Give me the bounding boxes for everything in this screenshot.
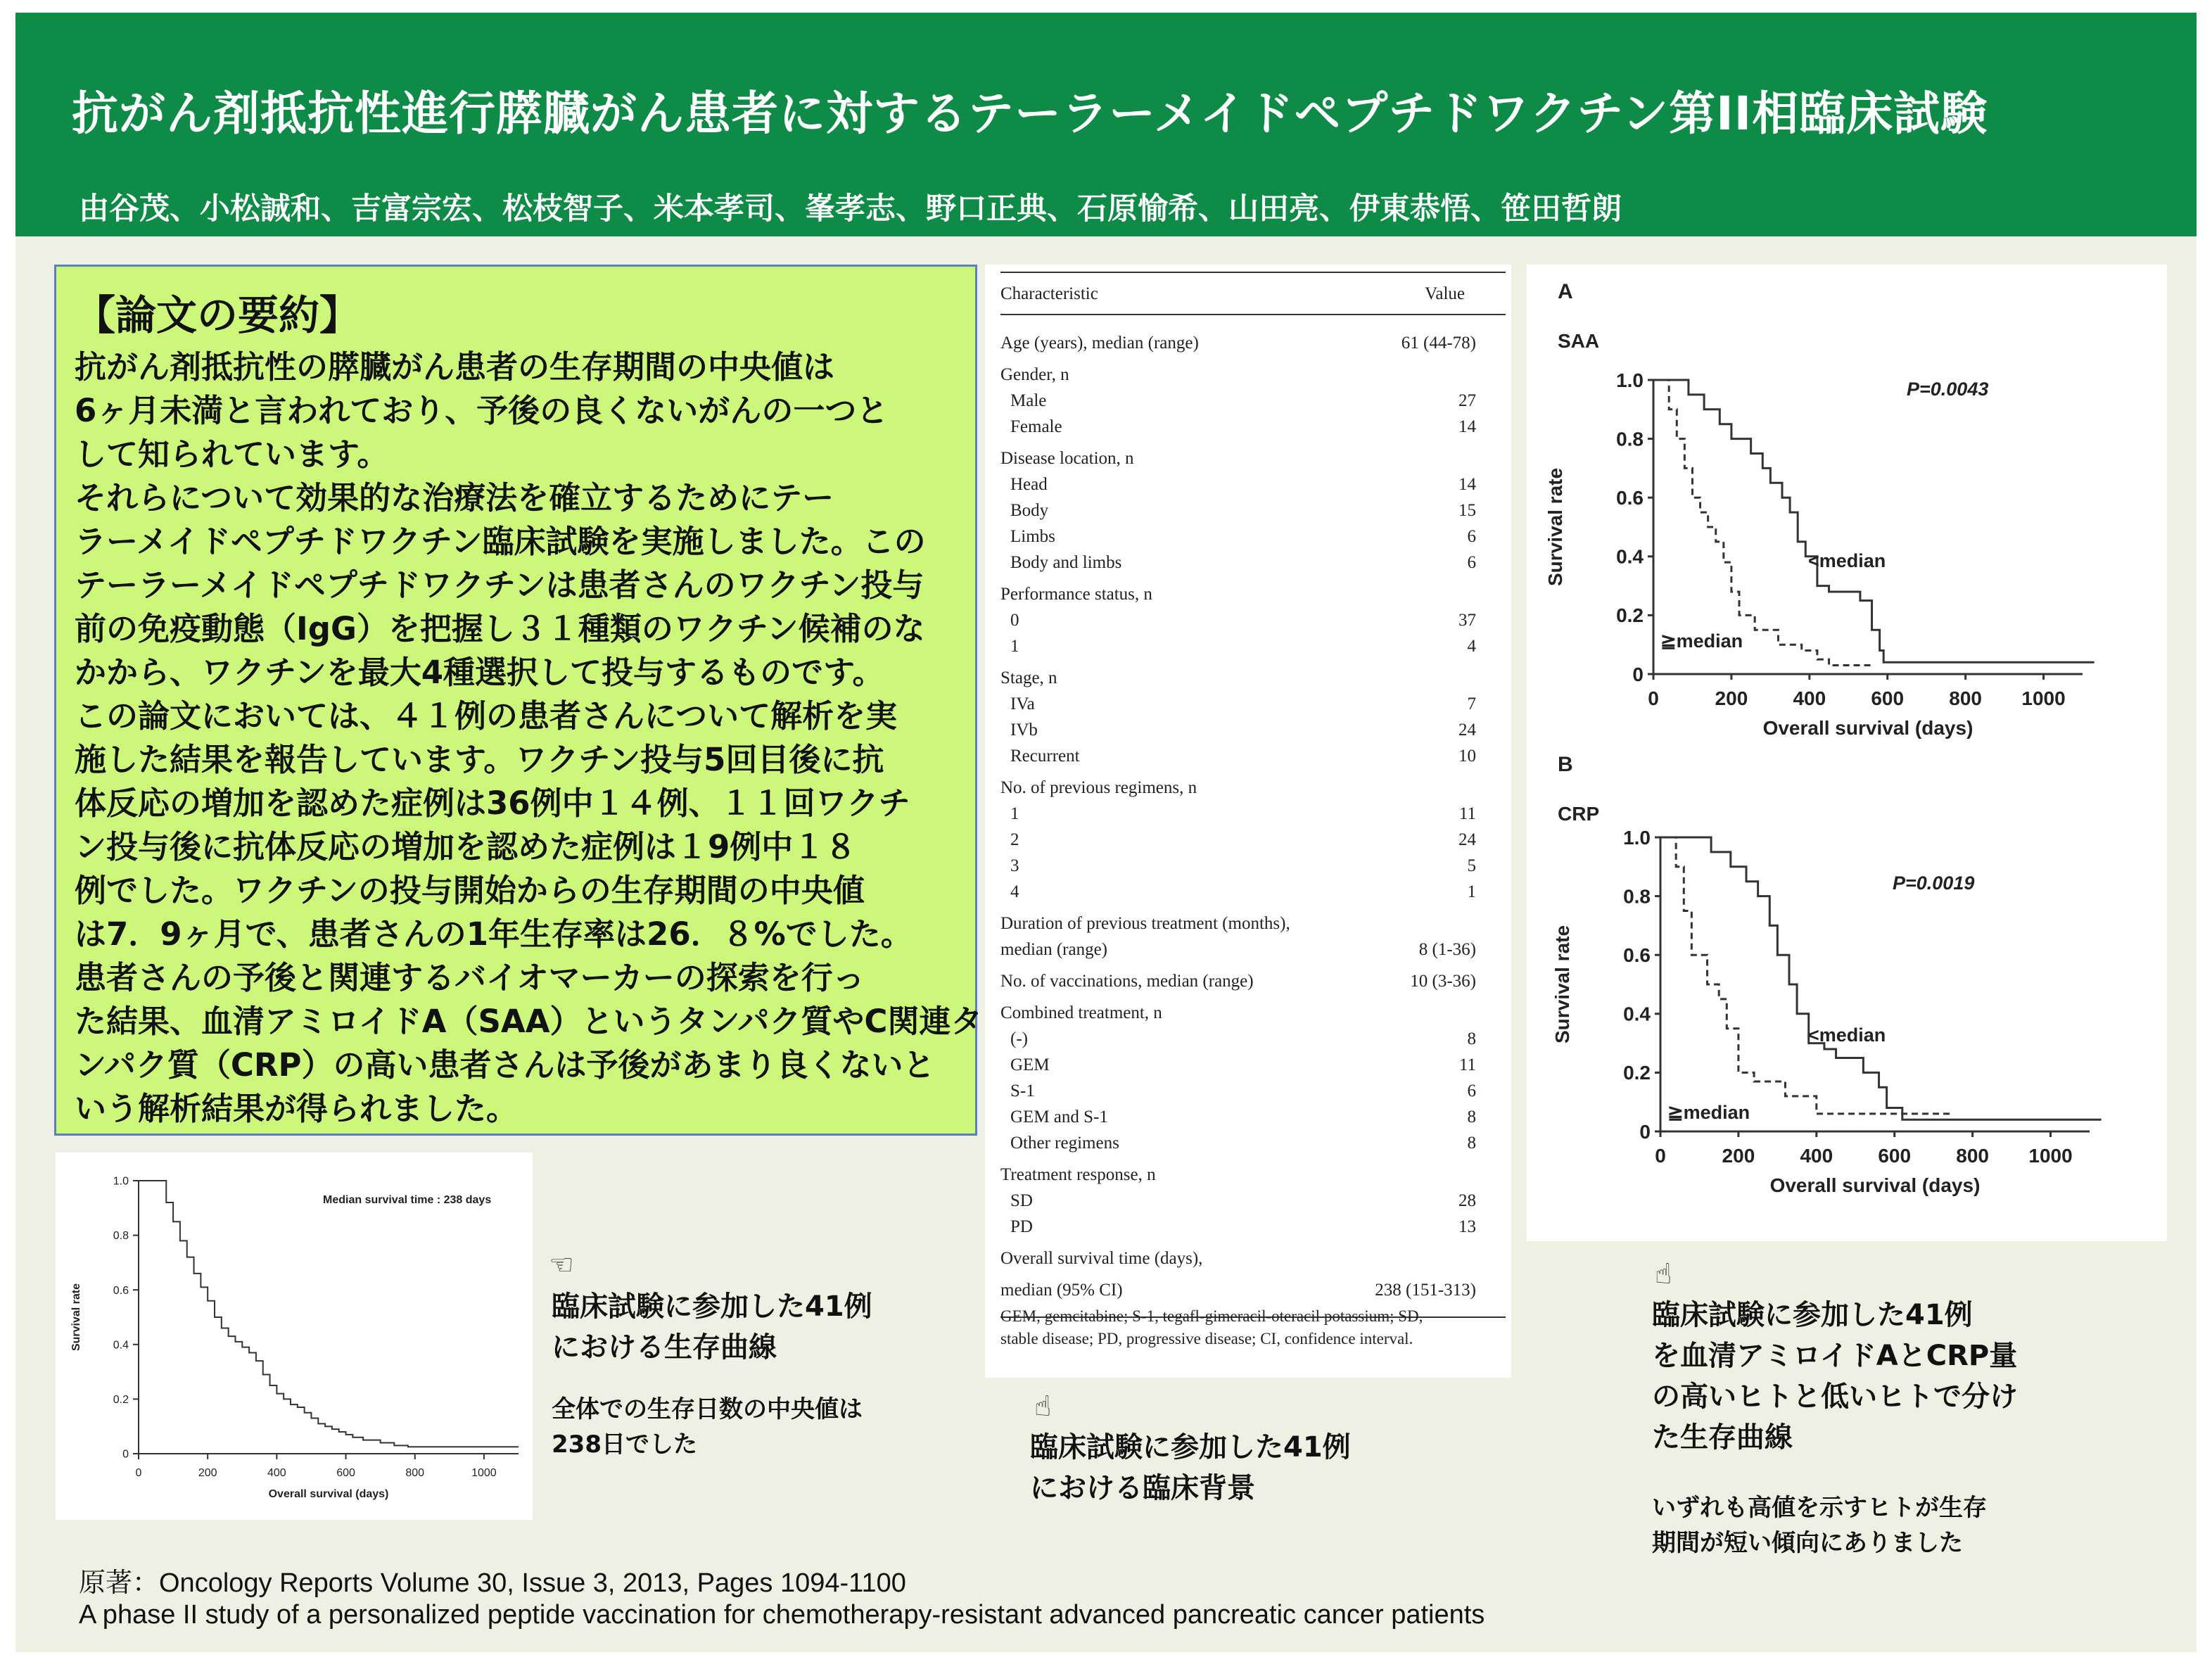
- summary-line: テーラーメイドペプチドワクチンは患者さんのワクチン投与: [75, 566, 924, 604]
- table-footnote: GEM, gemcitabine; S-1, tegafl-gimeracil-oteracil potassium; SD,: [1000, 1307, 1423, 1325]
- summary-line: 患者さんの予後と関連するバイオマーカーの探索を行っ: [75, 959, 865, 996]
- table-row: [1000, 449, 1493, 474]
- table-row: [1000, 417, 1493, 443]
- table-header-rule: [1000, 314, 1506, 315]
- table-cell-value: 11: [1458, 1055, 1476, 1074]
- x-tick-label: 0: [135, 1467, 142, 1479]
- table-header-value: Value: [1425, 284, 1465, 303]
- x-tick-label: 800: [1956, 1145, 1989, 1167]
- table-row: [1000, 585, 1493, 610]
- overall-survival-figure: [56, 1153, 533, 1520]
- table-cell-value: 238 (151-313): [1375, 1281, 1476, 1300]
- table-cell-characteristic: Body and limbs: [1010, 553, 1122, 572]
- chart-annotation: Median survival time : 238 days: [323, 1194, 492, 1206]
- pointing-hand-icon: ☝: [1034, 1390, 1052, 1423]
- y-tick-label: 0.8: [1616, 428, 1644, 450]
- y-tick-label: 0.8: [1623, 885, 1651, 908]
- x-tick-label: 200: [198, 1467, 217, 1479]
- table-cell-characteristic: Gender, n: [1000, 365, 1069, 384]
- table-cell-characteristic: Male: [1010, 391, 1047, 410]
- table-cell-characteristic: Duration of previous treatment (months),: [1000, 914, 1290, 933]
- y-tick-label: 0.6: [1623, 944, 1651, 966]
- reference-title: A phase II study of a personalized peptide vaccination for chemotherapy-resistant advanced pancreatic cancer patients: [79, 1600, 1485, 1630]
- table-row: [1000, 365, 1493, 391]
- x-tick-label: 800: [1949, 687, 1982, 709]
- y-tick-label: 0: [1632, 663, 1644, 685]
- x-tick-label: 200: [1722, 1145, 1755, 1167]
- table-header-characteristic: Characteristic: [1000, 284, 1098, 303]
- table-cell-characteristic: 4: [1010, 882, 1019, 901]
- table-cell-value: 10 (3-36): [1410, 972, 1476, 991]
- chart-annotation: P=0.0019: [1893, 872, 1975, 894]
- table-row: [1000, 391, 1493, 417]
- table-cell-value: 15: [1458, 501, 1476, 520]
- biomarker-survival-figure: [1527, 265, 2167, 1241]
- table-cell-characteristic: Disease location, n: [1000, 449, 1134, 468]
- note-line: いずれも高値を示すヒトが生存: [1652, 1494, 1987, 1522]
- x-tick-label: 1000: [2021, 687, 2066, 709]
- x-tick-label: 600: [1878, 1145, 1912, 1167]
- summary-line: いう解析結果が得られました。: [75, 1090, 519, 1127]
- caption-line: 臨床試験に参加した41例: [552, 1290, 872, 1323]
- overall-survival-caption: [552, 1286, 872, 1368]
- table-row: [1000, 1029, 1493, 1055]
- summary-line: ンパク質（CRP）の高い患者さんは予後があまり良くないと: [75, 1046, 935, 1084]
- note-line: 全体での生存日数の中央値は: [552, 1395, 863, 1423]
- x-tick-label: 600: [1871, 687, 1905, 709]
- x-tick-label: 1000: [2028, 1145, 2073, 1167]
- table-row: [1000, 940, 1493, 965]
- table-cell-characteristic: 2: [1010, 830, 1019, 849]
- table-row: [1000, 1217, 1493, 1243]
- series-label: <median: [1808, 1024, 1886, 1046]
- y-tick-label: 1.0: [1616, 369, 1644, 391]
- table-cell-value: 13: [1458, 1217, 1476, 1236]
- table-cell-characteristic: (-): [1010, 1029, 1028, 1048]
- table-cell-value: 8: [1467, 1029, 1476, 1048]
- y-tick-label: 0.4: [1616, 545, 1644, 568]
- table-cell-value: 8: [1467, 1108, 1476, 1127]
- y-axis-label: Survival rate: [70, 1283, 82, 1352]
- table-cell-characteristic: Limbs: [1010, 527, 1055, 546]
- table-cell-characteristic: No. of previous regimens, n: [1000, 778, 1197, 797]
- chart-annotation: P=0.0043: [1907, 379, 1989, 400]
- table-cell-value: 37: [1458, 611, 1476, 630]
- caption-line: における臨床背景: [1030, 1472, 1255, 1504]
- biomarker-note: [1652, 1490, 1987, 1561]
- table-cell-value: 7: [1467, 694, 1476, 713]
- clinical-background-caption: [1030, 1427, 1351, 1509]
- overall-survival-chart: [56, 1153, 533, 1520]
- clinical-background-table: [985, 265, 1511, 1378]
- y-tick-label: 0: [1639, 1120, 1651, 1143]
- header-banner: [15, 13, 2197, 236]
- table-row: [1000, 527, 1493, 552]
- caption-line: 臨床試験に参加した41例: [1030, 1431, 1351, 1464]
- summary-line: 施した結果を報告しています。ワクチン投与5回目後に抗: [75, 741, 884, 778]
- x-tick-label: 400: [267, 1467, 286, 1479]
- table-cell-characteristic: Treatment response, n: [1000, 1165, 1156, 1184]
- summary-line: は7．9ヶ月で、患者さんの1年生存率は26．８%でした。: [75, 915, 913, 953]
- summary-line: 抗がん剤抵抗性の膵臓がん患者の生存期間の中央値は: [75, 348, 835, 386]
- summary-line: この論文においては、４１例の患者さんについて解析を実: [75, 697, 898, 735]
- table-cell-value: 6: [1467, 553, 1476, 572]
- table-row: [1000, 611, 1493, 636]
- table-cell-value: 28: [1458, 1191, 1476, 1210]
- y-tick-label: 0.4: [113, 1339, 129, 1352]
- table-cell-characteristic: Head: [1010, 475, 1048, 494]
- author-list: 由谷茂、小松誠和、吉富宗宏、松枝智子、米本孝司、峯孝志、野口正典、石原愉希、山田亮、伊東恭悟、笹田哲朗: [79, 191, 1622, 227]
- table-cell-characteristic: median (95% CI): [1000, 1281, 1123, 1300]
- table-footnote: stable disease; PD, progressive disease; CI, confidence interval.: [1000, 1330, 1413, 1347]
- note-line: 238日でした: [552, 1430, 697, 1459]
- table-cell-characteristic: 0: [1010, 611, 1019, 630]
- table-cell-value: 10: [1458, 747, 1476, 766]
- table-row: [1000, 778, 1493, 804]
- table-cell-value: 4: [1467, 637, 1476, 656]
- table-cell-characteristic: Recurrent: [1010, 747, 1080, 766]
- x-tick-label: 0: [1655, 1145, 1666, 1167]
- survival-curve: [139, 1181, 519, 1447]
- table-cell-characteristic: No. of vaccinations, median (range): [1000, 972, 1254, 991]
- table-cell-characteristic: Female: [1010, 417, 1062, 436]
- table-cell-value: 8 (1-36): [1418, 940, 1476, 959]
- caption-line: における生存曲線: [552, 1331, 777, 1364]
- x-axis-label: Overall survival (days): [1762, 717, 1973, 739]
- pointing-hand-icon: ☜: [549, 1249, 574, 1281]
- summary-line: 例でした。ワクチンの投与開始からの生存期間の中央値: [75, 872, 865, 909]
- y-tick-label: 0.6: [1616, 487, 1644, 509]
- table-cell-value: 8: [1467, 1134, 1476, 1153]
- table-row: [1000, 882, 1493, 908]
- table-cell-value: 14: [1458, 475, 1476, 494]
- table-cell-characteristic: GEM and S-1: [1010, 1108, 1108, 1127]
- table-row: [1000, 1249, 1493, 1274]
- table-cell-value: 5: [1467, 856, 1476, 875]
- table-row: [1000, 475, 1493, 500]
- crp-survival-chart: [1527, 737, 2167, 1226]
- survival-curve: [1653, 380, 2095, 662]
- x-axis-label: Overall survival (days): [268, 1488, 389, 1500]
- summary-line: ン投与後に抗体反応の増加を認めた症例は１9例中１８: [75, 828, 857, 865]
- x-axis-label: Overall survival (days): [1769, 1174, 1981, 1196]
- table-cell-characteristic: Body: [1010, 501, 1049, 520]
- summary-line: ラーメイドペプチドワクチン臨床試験を実施しました。この: [75, 523, 926, 560]
- y-tick-label: 0.8: [113, 1230, 129, 1243]
- table-row: [1000, 1003, 1493, 1029]
- x-tick-label: 0: [1648, 687, 1659, 709]
- poster-title: 抗がん剤抵抗性進行膵臓がん患者に対するテーラーメイドペプチドワクチン第II相臨床試験: [72, 87, 1988, 141]
- y-tick-label: 0: [122, 1448, 129, 1461]
- table-row: [1000, 830, 1493, 856]
- table-cell-characteristic: Other regimens: [1010, 1134, 1119, 1153]
- y-tick-label: 0.2: [1623, 1062, 1651, 1084]
- y-tick-label: 0.6: [113, 1284, 129, 1297]
- table-cell-characteristic: Combined treatment, n: [1000, 1003, 1162, 1022]
- reference-citation: 原著：Oncology Reports Volume 30, Issue 3, 2013, Pages 1094-1100: [79, 1568, 906, 1598]
- y-tick-label: 1.0: [1623, 826, 1651, 849]
- table-row: [1000, 1165, 1493, 1191]
- summary-line: かから、ワクチンを最大4種選択して投与するものです。: [75, 654, 884, 691]
- table-row: [1000, 501, 1493, 526]
- table-row: [1000, 1055, 1493, 1081]
- x-tick-label: 400: [1800, 1145, 1833, 1167]
- summary-line: た結果、血清アミロイドA（SAA）というタンパク質やC関連タ: [75, 1003, 983, 1040]
- x-tick-label: 400: [1793, 687, 1826, 709]
- table-row: [1000, 637, 1493, 662]
- table-row: [1000, 553, 1493, 578]
- series-label: ≧median: [1667, 1102, 1750, 1123]
- summary-text: [75, 345, 983, 1131]
- panel-title: CRP: [1558, 803, 1600, 825]
- table-cell-characteristic: 3: [1010, 856, 1019, 875]
- table-cell-characteristic: IVa: [1010, 694, 1035, 713]
- table-cell-characteristic: Overall survival time (days),: [1000, 1249, 1203, 1268]
- table-cell-characteristic: PD: [1010, 1217, 1033, 1236]
- table-header-row: [1000, 284, 1493, 310]
- table-row: [1000, 694, 1493, 720]
- survival-curve: [1660, 837, 2102, 1119]
- x-tick-label: 200: [1715, 687, 1748, 709]
- table-row: [1000, 1108, 1493, 1133]
- x-tick-label: 1000: [471, 1467, 497, 1479]
- caption-line: 臨床試験に参加した41例: [1652, 1299, 1973, 1331]
- table-cell-characteristic: Age (years), median (range): [1000, 334, 1199, 353]
- table-cell-characteristic: IVb: [1010, 721, 1038, 740]
- table-cell-characteristic: SD: [1010, 1191, 1033, 1210]
- note-line: 期間が短い傾向にありました: [1652, 1529, 1963, 1557]
- y-tick-label: 1.0: [113, 1175, 129, 1188]
- panel-label: A: [1558, 280, 1573, 303]
- table-cell-value: 6: [1467, 527, 1476, 546]
- table-cell-value: 6: [1467, 1081, 1476, 1100]
- table-cell-value: 61 (44-78): [1401, 334, 1476, 353]
- series-label: ≧median: [1660, 630, 1743, 652]
- caption-line: の高いヒトと低いヒトで分け: [1652, 1381, 2018, 1413]
- table-row: [1000, 334, 1493, 359]
- table-cell-characteristic: Stage, n: [1000, 668, 1057, 687]
- survival-curve: [1653, 380, 1872, 665]
- summary-line: 6ヶ月未満と言われており、予後の良くないがんの一つと: [75, 392, 889, 429]
- y-axis-label: Survival rate: [1544, 467, 1566, 587]
- caption-line: た生存曲線: [1652, 1421, 1793, 1454]
- x-tick-label: 800: [405, 1467, 425, 1479]
- panel-title: SAA: [1558, 330, 1600, 352]
- table-row: [1000, 856, 1493, 882]
- poster: [15, 13, 2197, 1652]
- summary-heading: 【論文の要約】: [75, 291, 361, 339]
- table-cell-value: 24: [1458, 721, 1476, 740]
- series-label: <median: [1808, 550, 1886, 571]
- caption-line: を血清アミロイドAとCRP量: [1652, 1340, 2018, 1372]
- saa-survival-chart: [1527, 265, 2167, 753]
- table-cell-characteristic: Performance status, n: [1000, 585, 1152, 604]
- table-cell-characteristic: 1: [1010, 637, 1019, 656]
- summary-line: して知られています。: [75, 436, 389, 473]
- table-cell-value: 11: [1458, 804, 1476, 823]
- table-row: [1000, 747, 1493, 772]
- biomarker-caption: [1652, 1295, 2018, 1458]
- table-cell-characteristic: median (range): [1000, 940, 1108, 959]
- panel-label: B: [1558, 753, 1573, 776]
- table-row: [1000, 1081, 1493, 1107]
- summary-line: それらについて効果的な治療法を確立するためにテー: [75, 479, 834, 516]
- table-cell-value: 14: [1458, 417, 1476, 436]
- table-cell-value: 27: [1458, 391, 1476, 410]
- y-tick-label: 0.4: [1623, 1003, 1651, 1025]
- y-axis-label: Survival rate: [1551, 925, 1573, 1044]
- summary-box: [54, 265, 983, 1136]
- table-row: [1000, 804, 1493, 830]
- table-cell-value: 24: [1458, 830, 1476, 849]
- y-tick-label: 0.2: [113, 1394, 129, 1406]
- table-row: [1000, 721, 1493, 746]
- table-row: [1000, 1134, 1493, 1159]
- summary-line: 体反応の増加を認めた症例は36例中１４例、１１回ワクチ: [75, 785, 910, 822]
- overall-survival-note: [552, 1392, 863, 1462]
- table-cell-characteristic: 1: [1010, 804, 1019, 823]
- x-tick-label: 600: [336, 1467, 355, 1479]
- summary-line: 前の免疫動態（IgG）を把握し３１種類のワクチン候補のな: [75, 610, 925, 647]
- table-top-rule: [1000, 272, 1506, 273]
- table-row: [1000, 972, 1493, 997]
- table-cell-characteristic: GEM: [1010, 1055, 1050, 1074]
- y-tick-label: 0.2: [1616, 604, 1644, 627]
- table-row: [1000, 1191, 1493, 1217]
- pointing-hand-icon: ☝: [1655, 1258, 1672, 1290]
- table-row: [1000, 914, 1493, 939]
- table-cell-value: 1: [1467, 882, 1476, 901]
- table-row: [1000, 668, 1493, 694]
- table-row: [1000, 1281, 1493, 1306]
- table-cell-characteristic: S-1: [1010, 1081, 1035, 1100]
